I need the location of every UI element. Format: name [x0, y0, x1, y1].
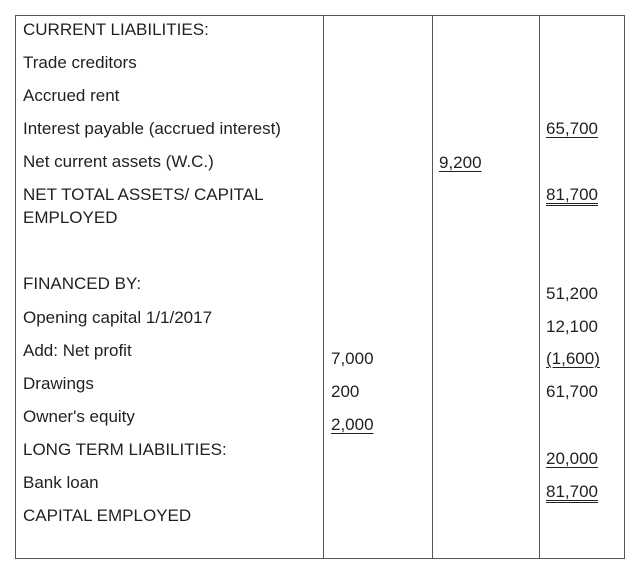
col4-interest-total: 65,700: [546, 119, 598, 138]
bank-loan-label: Bank loan: [23, 473, 99, 492]
net-current-assets-label: Net current assets (W.C.): [23, 152, 214, 171]
col2-value-7000: 7,000: [331, 349, 374, 368]
financed-by-heading: FINANCED BY:: [23, 274, 142, 293]
add-net-profit-label: Add: Net profit: [23, 341, 132, 360]
long-term-liabilities-heading: LONG TERM LIABILITIES:: [23, 440, 227, 459]
column-divider-3: [539, 16, 540, 558]
col4-value-61700: 61,700: [546, 382, 598, 401]
net-total-assets-label-line1: NET TOTAL ASSETS/ CAPITAL: [23, 185, 264, 204]
col4-net-total-assets: 81,700: [546, 185, 598, 204]
col4-value-20000: 20,000: [546, 449, 598, 468]
column-divider-2: [432, 16, 433, 558]
balance-sheet-table: [15, 15, 625, 559]
col4-value-1600: (1,600): [546, 349, 600, 368]
col3-value-9200: 9,200: [439, 153, 482, 172]
owners-equity-label: Owner's equity: [23, 407, 135, 426]
col4-value-12100: 12,100: [546, 317, 598, 336]
column-divider-1: [323, 16, 324, 558]
opening-capital-label: Opening capital 1/1/2017: [23, 308, 213, 327]
net-total-assets-label-line2: EMPLOYED: [23, 208, 118, 227]
col4-capital-employed-total: 81,700: [546, 482, 598, 501]
interest-payable-label: Interest payable (accrued interest): [23, 119, 281, 138]
capital-employed-label: CAPITAL EMPLOYED: [23, 506, 192, 525]
current-liabilities-heading: CURRENT LIABILITIES:: [23, 20, 209, 39]
drawings-label: Drawings: [23, 374, 94, 393]
col2-value-2000: 2,000: [331, 415, 374, 434]
accrued-rent-label: Accrued rent: [23, 86, 120, 105]
col4-value-51200: 51,200: [546, 284, 598, 303]
trade-creditors-label: Trade creditors: [23, 53, 137, 72]
col2-value-200: 200: [331, 382, 360, 401]
